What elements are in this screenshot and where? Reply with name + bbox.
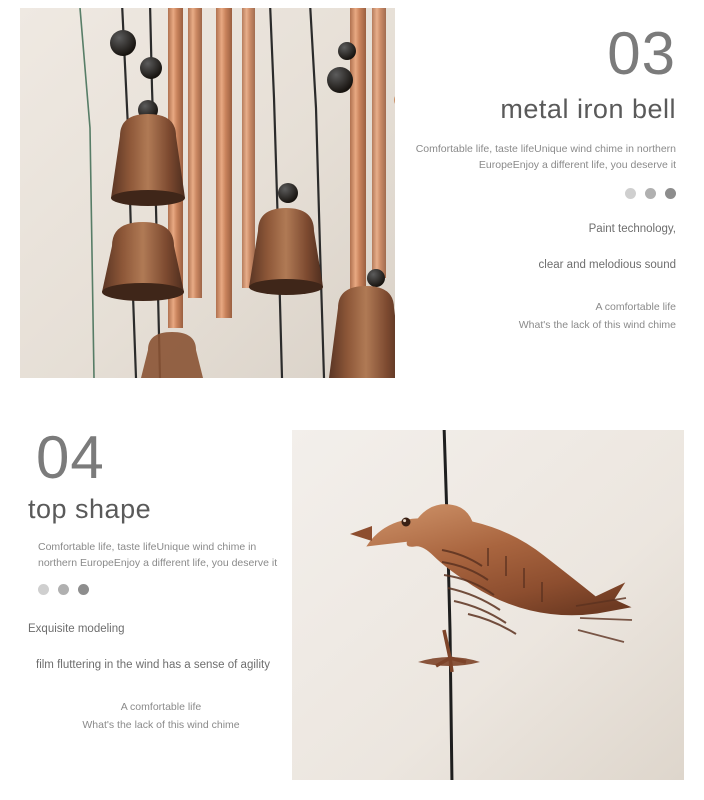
bird-illustration xyxy=(292,430,684,780)
section-subcopy: Comfortable life, taste lifeUnique wind chime in northern EuropeEnjoy a different life, you deserve it xyxy=(415,143,676,172)
dot-indicators xyxy=(38,584,290,595)
dot-1-icon xyxy=(38,584,49,595)
bird-photo xyxy=(292,430,684,780)
footnote-1: A comfortable life xyxy=(120,700,202,713)
section-subcopy: Comfortable life, taste lifeUnique wind chime in northern EuropeEnjoy a different life, you deserve it xyxy=(38,541,278,570)
section-title: metal iron bell xyxy=(500,94,676,124)
dot-indicators xyxy=(400,188,676,199)
footnote-1: A comfortable life xyxy=(595,300,676,313)
section-number: 03 xyxy=(607,20,676,87)
feature-line-2: clear and melodious sound xyxy=(538,258,676,271)
footnote-2: What's the lack of this wind chime xyxy=(82,718,240,731)
section-03-text xyxy=(400,10,690,334)
dot-2-icon xyxy=(58,584,69,595)
feature-line-1: Paint technology, xyxy=(588,222,676,235)
footnote-2: What's the lack of this wind chime xyxy=(518,318,676,331)
section-title: top shape xyxy=(28,494,152,524)
section-number: 04 xyxy=(36,424,105,491)
feature-line-2: film fluttering in the wind has a sense of agility xyxy=(36,658,270,671)
section-top-shape xyxy=(0,400,704,790)
dot-3-icon xyxy=(665,188,676,199)
dot-2-icon xyxy=(645,188,656,199)
bells-illustration xyxy=(20,8,395,378)
bells-photo xyxy=(20,8,395,378)
section-04-text xyxy=(20,418,290,734)
feature-line-1: Exquisite modeling xyxy=(28,622,125,635)
dot-1-icon xyxy=(625,188,636,199)
dot-3-icon xyxy=(78,584,89,595)
